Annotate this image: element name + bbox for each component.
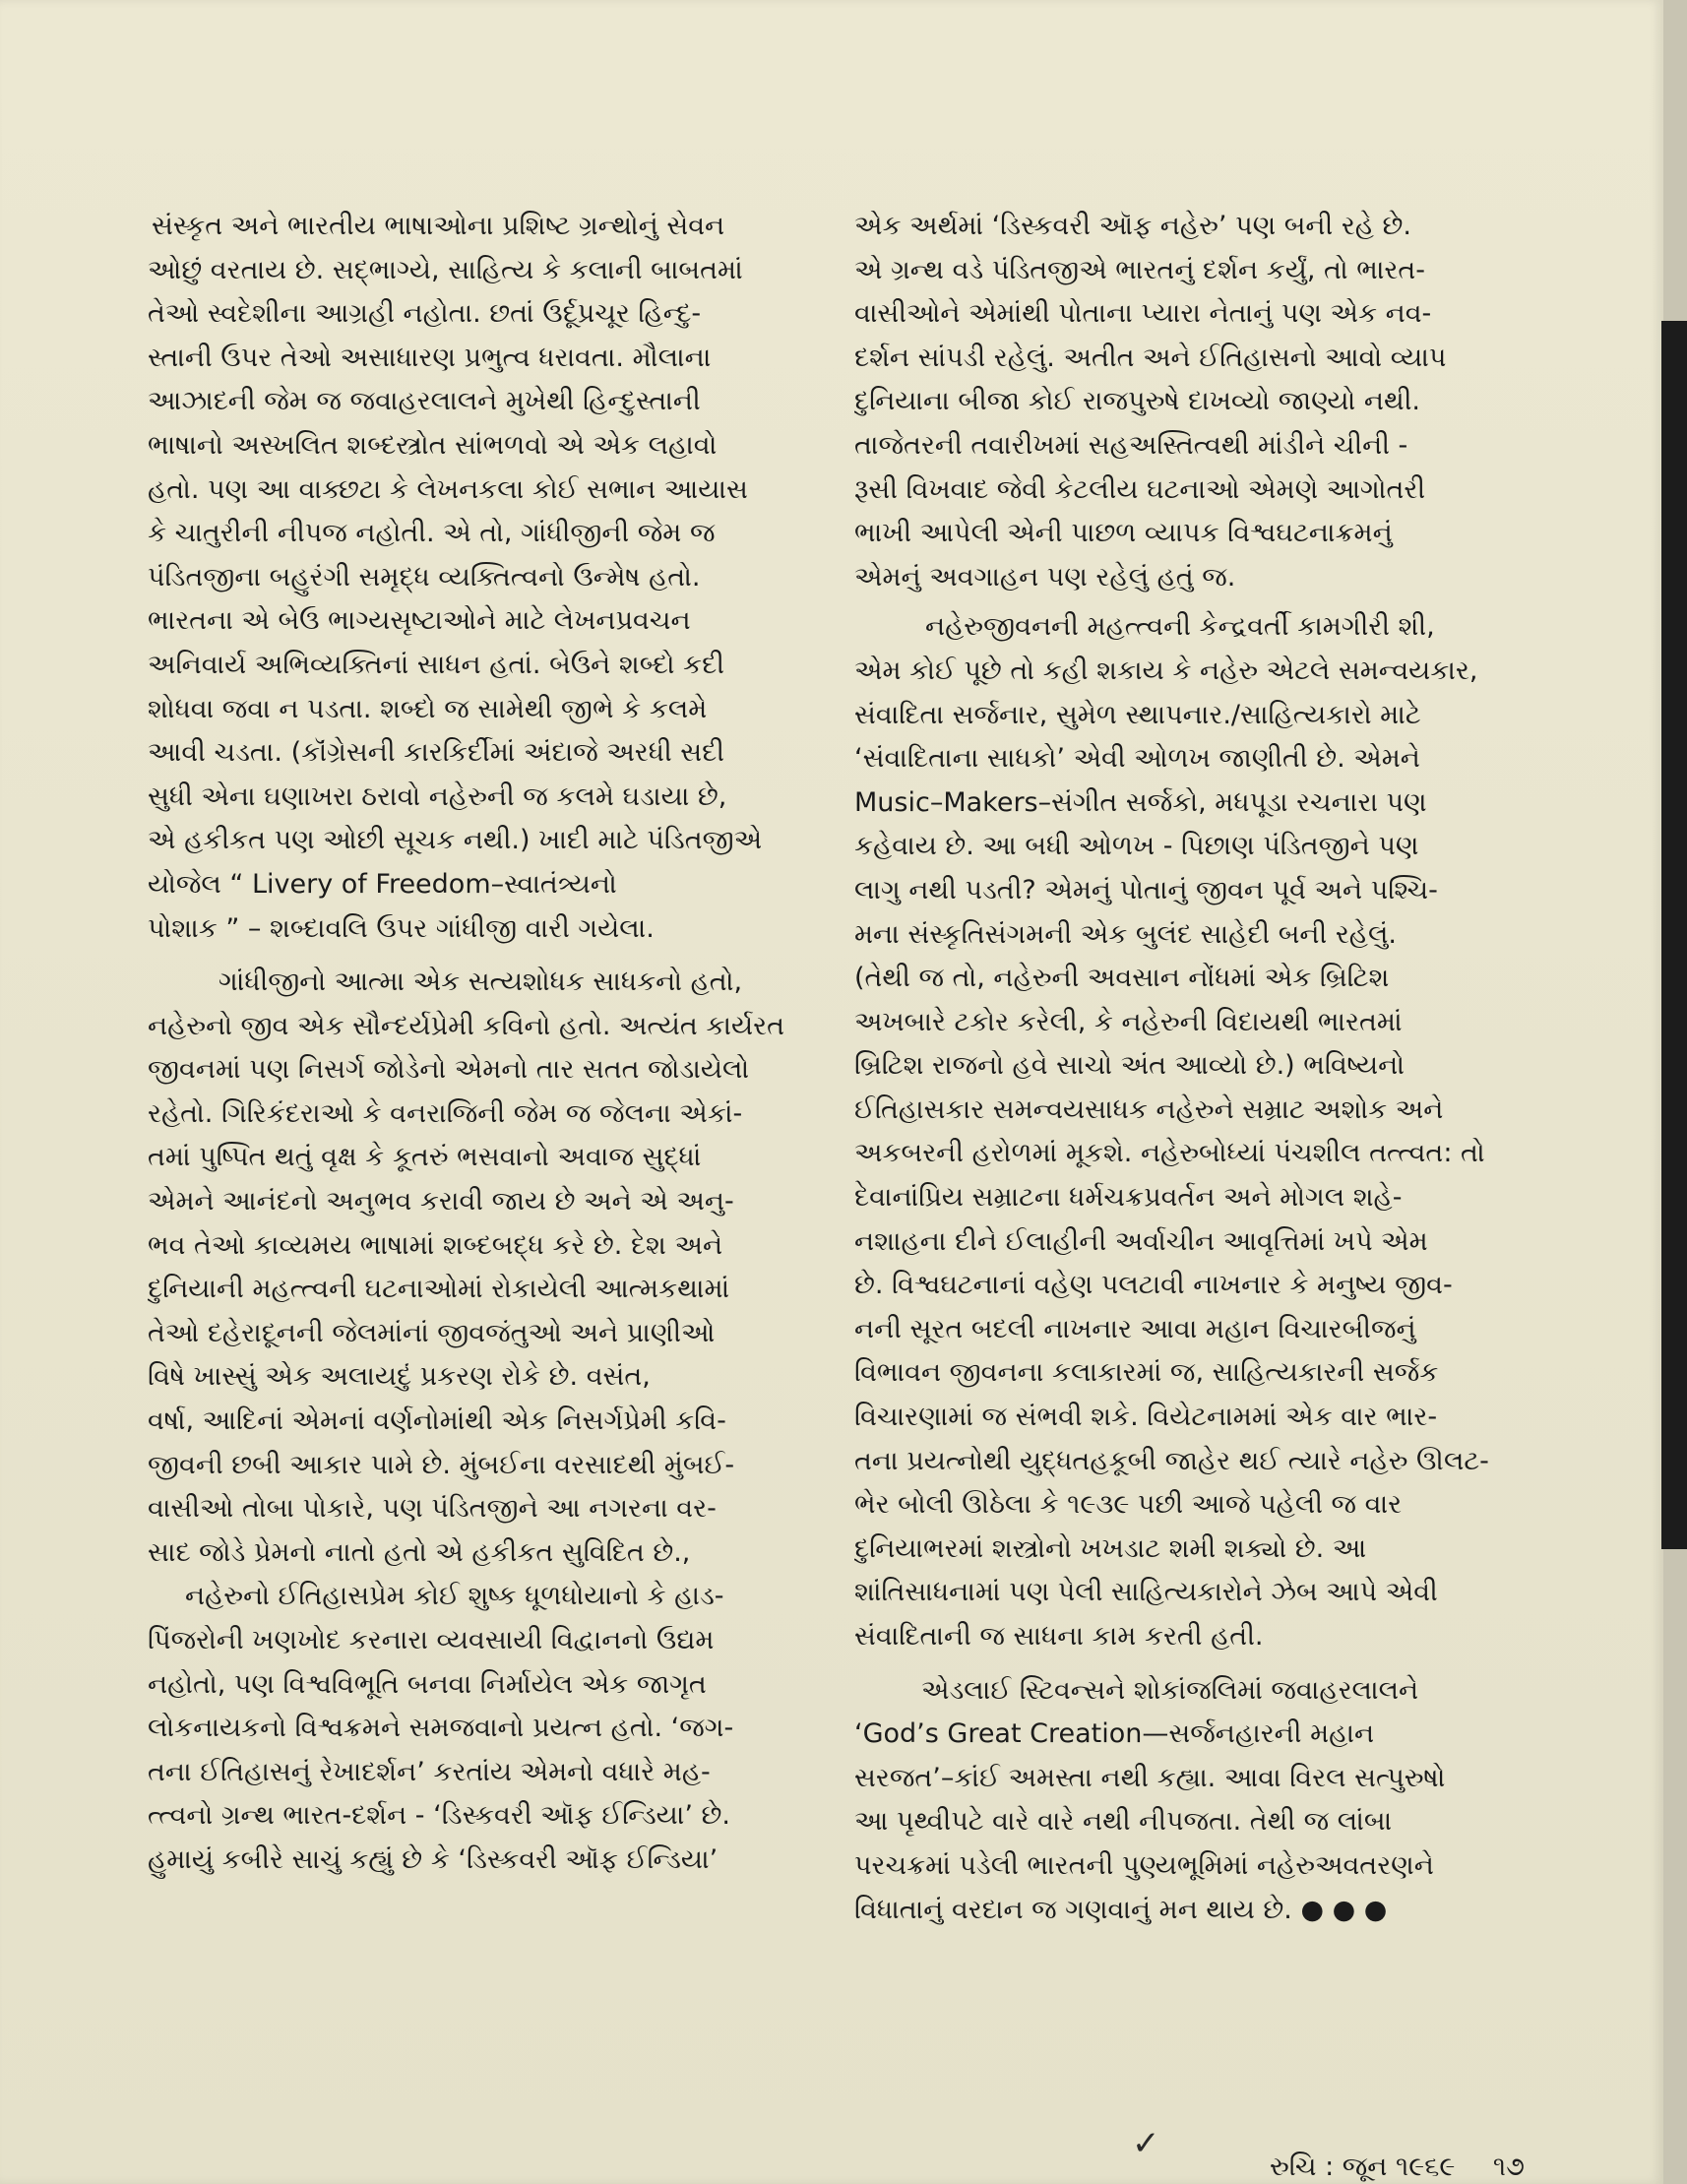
- text-line: તના પ્રયત્નોથી યુદ્ધતહકૂબી જાહેર થઈ ત્યારે નહેરુ ઊલટ-: [854, 1445, 1489, 1476]
- text-line: વર્ષા, આદિનાં એમનાં વર્ણનોમાંથી એક નિસર્ગપ્રેમી કવિ-: [148, 1405, 726, 1437]
- text-line: યોજેલ “ Livery of Freedom–સ્વાતંત્ર્યનો: [148, 868, 617, 900]
- text-line: ભાખી આપેલી એની પાછળ વ્યાપક વિશ્વઘટનાક્રમનું: [854, 518, 1393, 549]
- text-line: ભેર બોલી ઊઠેલા કે ૧૯૩૯ પછી આજે પહેલી જ વાર: [854, 1489, 1403, 1521]
- text-line: રૂસી વિખવાદ જેવી કેટલીય ઘટનાઓ એમણે આગોતરી: [854, 473, 1426, 505]
- text-line: પંડિતજીના બહુરંગી સમૃદ્ધ વ્યક્તિત્વનો ઉન્મેષ હતો.: [148, 561, 701, 593]
- text-line: બ્રિટિશ રાજનો હવે સાચો અંત આવ્યો છે.) ભવિષ્યનો: [854, 1050, 1405, 1082]
- text-line: તમાં પુષ્પિત થતું વૃક્ષ કે કૂતરું ભસવાનો અવાજ સુદ્ધાં: [148, 1142, 702, 1173]
- text-line: તાજેતરની તવારીખમાં સહઅસ્તિત્વથી માંડીને ચીની -: [854, 429, 1408, 461]
- text-line: સરજત’–કાંઈ અમસ્તા નથી કહ્યા. આવા વિરલ સત્પુરુષો: [854, 1762, 1446, 1793]
- text-line: વિભાવન જીવનના કલાકારમાં જ, સાહિત્યકારની સર્જક: [854, 1357, 1439, 1389]
- left-text-column: [148, 205, 817, 1883]
- text-line: આ પૃથ્વીપટે વારે વારે નથી નીપજતા. તેથી જ લાંબા: [854, 1806, 1393, 1838]
- text-line: પરચક્રમાં પડેલી ભારતની પુણ્યભૂમિમાં નહેરુઅવતરણને: [854, 1849, 1434, 1881]
- paragraph-start-line: નહેરુનો ઈતિહાસપ્રેમ કોઈ શુષ્ક ધૂળધોયાનો કે હાડ-: [185, 1581, 724, 1612]
- text-line: સ્તાની ઉપર તેઓ અસાધારણ પ્રભુત્વ ધરાવતા. મૌલાના: [148, 342, 712, 373]
- text-line: ભાષાનો અસ્ખલિત શબ્દસ્ત્રોત સાંભળવો એ એક લહાવો: [148, 429, 718, 461]
- text-line: તના ઈતિહાસનું રેખાદર્શન’ કરતાંય એમનો વધારે મહ-: [148, 1756, 711, 1787]
- text-line: એમને આનંદનો અનુભવ કરાવી જાય છે અને એ અનુ-: [148, 1186, 734, 1217]
- text-line: કહેવાય છે. આ બધી ઓળખ - પિછાણ પંડિતજીને પણ: [854, 831, 1419, 862]
- text-line: શાંતિસાધનામાં પણ પેલી સાહિત્યકારોને ઝેબ આપે એવી: [854, 1577, 1438, 1608]
- text-line: એમ કોઈ પૂછે તો કહી શકાય કે નહેરુ એટલે સમન્વયકાર,: [854, 655, 1478, 686]
- text-line: દુનિયાની મહત્ત્વની ઘટનાઓમાં રોકાયેલી આત્મકથામાં: [148, 1274, 730, 1305]
- text-line: તેઓ દહેરાદૂનની જેલમાંનાં જીવજંતુઓ અને પ્રાણીઓ: [148, 1317, 716, 1348]
- text-line: છે. વિશ્વઘટનાનાં વહેણ પલટાવી નાખનાર કે મનુષ્ય જીવ-: [854, 1270, 1453, 1301]
- text-line: કે ચાતુરીની નીપજ નહોતી. એ તો, ગાંધીજીની જેમ જ: [148, 518, 716, 549]
- text-line: (તેથી જ તો, નહેરુની અવસાન નોંધમાં એક બ્રિટિશ: [854, 963, 1390, 994]
- edge-shadow-mark: [1661, 321, 1687, 1549]
- text-line: તેઓ સ્વદેશીના આગ્રહી નહોતા. છતાં ઉર્દૂપ્રચૂર હિન્દુ-: [148, 298, 702, 330]
- text-line: દુનિયાભરમાં શસ્ત્રોનો ખખડાટ શમી શક્યો છે. આ: [854, 1532, 1367, 1564]
- text-line: દેવાનાંપ્રિય સમ્રાટના ધર્મચક્રપ્રવર્તન અને મોગલ શહે-: [854, 1182, 1403, 1214]
- right-text-column: [854, 205, 1526, 1932]
- text-line: હુમાયું કબીરે સાચું કહ્યું છે કે ‘ડિસ્કવરી ઑફ ઈન્ડિયા’: [148, 1843, 719, 1875]
- text-line: સંવાદિતાની જ સાધના કામ કરતી હતી.: [854, 1621, 1264, 1652]
- text-line: નહેરુનો જીવ એક સૌન્દર્યપ્રેમી કવિનો હતો. અત્યંત કાર્યરત: [148, 1010, 784, 1041]
- text-line: જીવની છબી આકાર પામે છે. મુંબઈના વરસાદથી મુંબઈ-: [148, 1449, 735, 1480]
- issue-label: રુચિ : જૂન ૧૯૬૯: [1270, 2152, 1456, 2182]
- text-line: દુનિયાના બીજા કોઈ રાજપુરુષે દાખવ્યો જાણ્યો નથી.: [854, 386, 1420, 417]
- text-line: પિંજરોની ખણખોદ કરનારા વ્યવસાયી વિદ્વાનનો ઉદ્યમ: [148, 1625, 715, 1655]
- text-line: ભારતના એ બેઉ ભાગ્યસૃષ્ટાઓને માટે લેખનપ્રવચન: [148, 605, 691, 637]
- text-line: Music–Makers–સંગીત સર્જકો, મધપૂડા રચનારા પણ: [854, 786, 1427, 818]
- text-line: અખબારે ટકોર કરેલી, કે નહેરુની વિદાયથી ભારતમાં: [854, 1006, 1403, 1037]
- text-line: વિચારણામાં જ સંભવી શકે. વિયેટનામમાં એક વાર ભાર-: [854, 1402, 1438, 1433]
- text-line: અનિવાર્ય અભિવ્યક્તિનાં સાધન હતાં. બેઉને શબ્દો કદી: [148, 649, 724, 680]
- page-footer: [1270, 2152, 1525, 2183]
- text-line: નની સૂરત બદલી નાખનાર આવા મહાન વિચારબીજનું: [854, 1313, 1416, 1344]
- paragraph-start-line: નહેરુજીવનની મહત્ત્વની કેન્દ્રવર્તી કામગીરી શી,: [925, 611, 1435, 643]
- text-line: એક અર્થમાં ‘ડિસ્કવરી ઑફ નહેરુ’ પણ બની રહે છે.: [854, 211, 1412, 241]
- text-line: ત્ત્વનો ગ્રન્થ ભારત-દર્શન - ‘ડિસ્કવરી ઑફ ઈન્ડિયા’ છે.: [148, 1800, 730, 1832]
- text-line: પોશાક ” – શબ્દાવલિ ઉપર ગાંધીજી વારી ગયેલા.: [148, 912, 655, 944]
- text-line: સંવાદિતા સર્જનાર, સુમેળ સ્થાપનાર./સાહિત્યકારો માટે: [854, 699, 1421, 730]
- text-line: નહોતો, પણ વિશ્વવિભૂતિ બનવા નિર્માયેલ એક જાગૃત: [148, 1668, 707, 1700]
- text-line: ઓછું વરતાય છે. સદ્ભાગ્યે, સાહિત્ય કે કલાની બાબતમાં: [148, 254, 743, 285]
- text-line: મના સંસ્કૃતિસંગમની એક બુલંદ સાહેદી બની રહેલું.: [854, 918, 1397, 950]
- text-line: એ હકીકત પણ ઓછી સૂચક નથી.) ખાદી માટે પંડિતજીએ: [148, 825, 763, 856]
- text-line: હતો. પણ આ વાક્છટા કે લેખનકલા કોઈ સભાન આયાસ: [148, 473, 748, 505]
- text-line: નશાહના દીને ઈલાહીની અર્વાચીન આવૃત્તિમાં ખપે એમ: [854, 1225, 1428, 1257]
- text-line: આઝાદની જેમ જ જવાહરલાલને મુખેથી હિન્દુસ્તાની: [148, 386, 701, 417]
- text-line: વાસીઓને એમાંથી પોતાના પ્યારા નેતાનું પણ એક નવ-: [854, 298, 1432, 330]
- text-line: રહેતો. ગિરિકંદરાઓ કે વનરાજિની જેમ જ જેલના એકાં-: [148, 1097, 743, 1129]
- text-line: અકબરની હરોળમાં મૂકશે. નહેરુબોધ્યાં પંચશીલ તત્ત્વત: તો: [854, 1138, 1485, 1169]
- text-line: સુધી એના ઘણાખરા ઠરાવો નહેરુની જ કલમે ઘડાયા છે,: [148, 780, 727, 812]
- paragraph-start-line: ગાંધીજીનો આત્મા એક સત્યશોધક સાધકનો હતો,: [219, 967, 743, 998]
- text-line: આવી ચડતા. (કૉંગ્રેસની કારકિર્દીમાં અંદાજે અરધી સદી: [148, 737, 724, 769]
- text-line: શોધવા જવા ન પડતા. શબ્દો જ સામેથી જીભે કે કલમે: [148, 693, 708, 724]
- text-line: વાસીઓ તોબા પોકારે, પણ પંડિતજીને આ નગરના વર-: [148, 1493, 717, 1525]
- pen-tick-mark-icon: ✓: [1132, 2124, 1160, 2163]
- text-line: ‘God’s Great Creation—સર્જનહારની મહાન: [854, 1718, 1375, 1750]
- text-line: લોકનાયકનો વિશ્વક્રમને સમજવાનો પ્રયત્ન હતો. ‘જગ-: [148, 1713, 734, 1744]
- text-line: લાગુ નથી પડતી? એમનું પોતાનું જીવન પૂર્વ અને પશ્ચિ-: [854, 874, 1438, 905]
- text-line: સાદ જોડે પ્રેમનો નાતો હતો એ હકીકત સુવિદિત છે.,: [148, 1536, 691, 1568]
- text-line: વિષે ખાસ્સું એક અલાયદું પ્રકરણ રોકે છે. વસંત,: [148, 1361, 651, 1393]
- page-number: ૧૭: [1492, 2152, 1525, 2182]
- paragraph-start-line: એડલાઈ સ્ટિવન્સને શોકાંજલિમાં જવાહરલાલને: [921, 1674, 1419, 1706]
- text-line: ભવ તેઓ કાવ્યમય ભાષામાં શબ્દબદ્ધ કરે છે. દેશ અને: [148, 1229, 723, 1261]
- text-line: એમનું અવગાહન પણ રહેલું હતું જ.: [854, 561, 1236, 593]
- text-line: સંસ્કૃત અને ભારતીય ભાષાઓના પ્રશિષ્ટ ગ્રન્થોનું સેવન: [152, 211, 725, 241]
- text-line: ઈતિહાસકાર સમન્વયસાધક નહેરુને સમ્રાટ અશોક અને: [854, 1093, 1444, 1125]
- text-line: વિધાતાનું વરદાન જ ગણવાનું મન થાય છે. ● ● ●: [854, 1894, 1388, 1925]
- text-line: દર્શન સાંપડી રહેલું. અતીત અને ઈતિહાસનો આવો વ્યાપ: [854, 342, 1447, 373]
- text-line: એ ગ્રન્થ વડે પંડિતજીએ ભારતનું દર્શન કર્યું, તો ભારત-: [854, 254, 1426, 285]
- text-line: ‘સંવાદિતાના સાધકો’ એવી ઓળખ જાણીતી છે. એમને: [854, 743, 1420, 775]
- text-line: જીવનમાં પણ નિસર્ગ જોડેનો એમનો તાર સતત જોડાયેલો: [148, 1054, 750, 1086]
